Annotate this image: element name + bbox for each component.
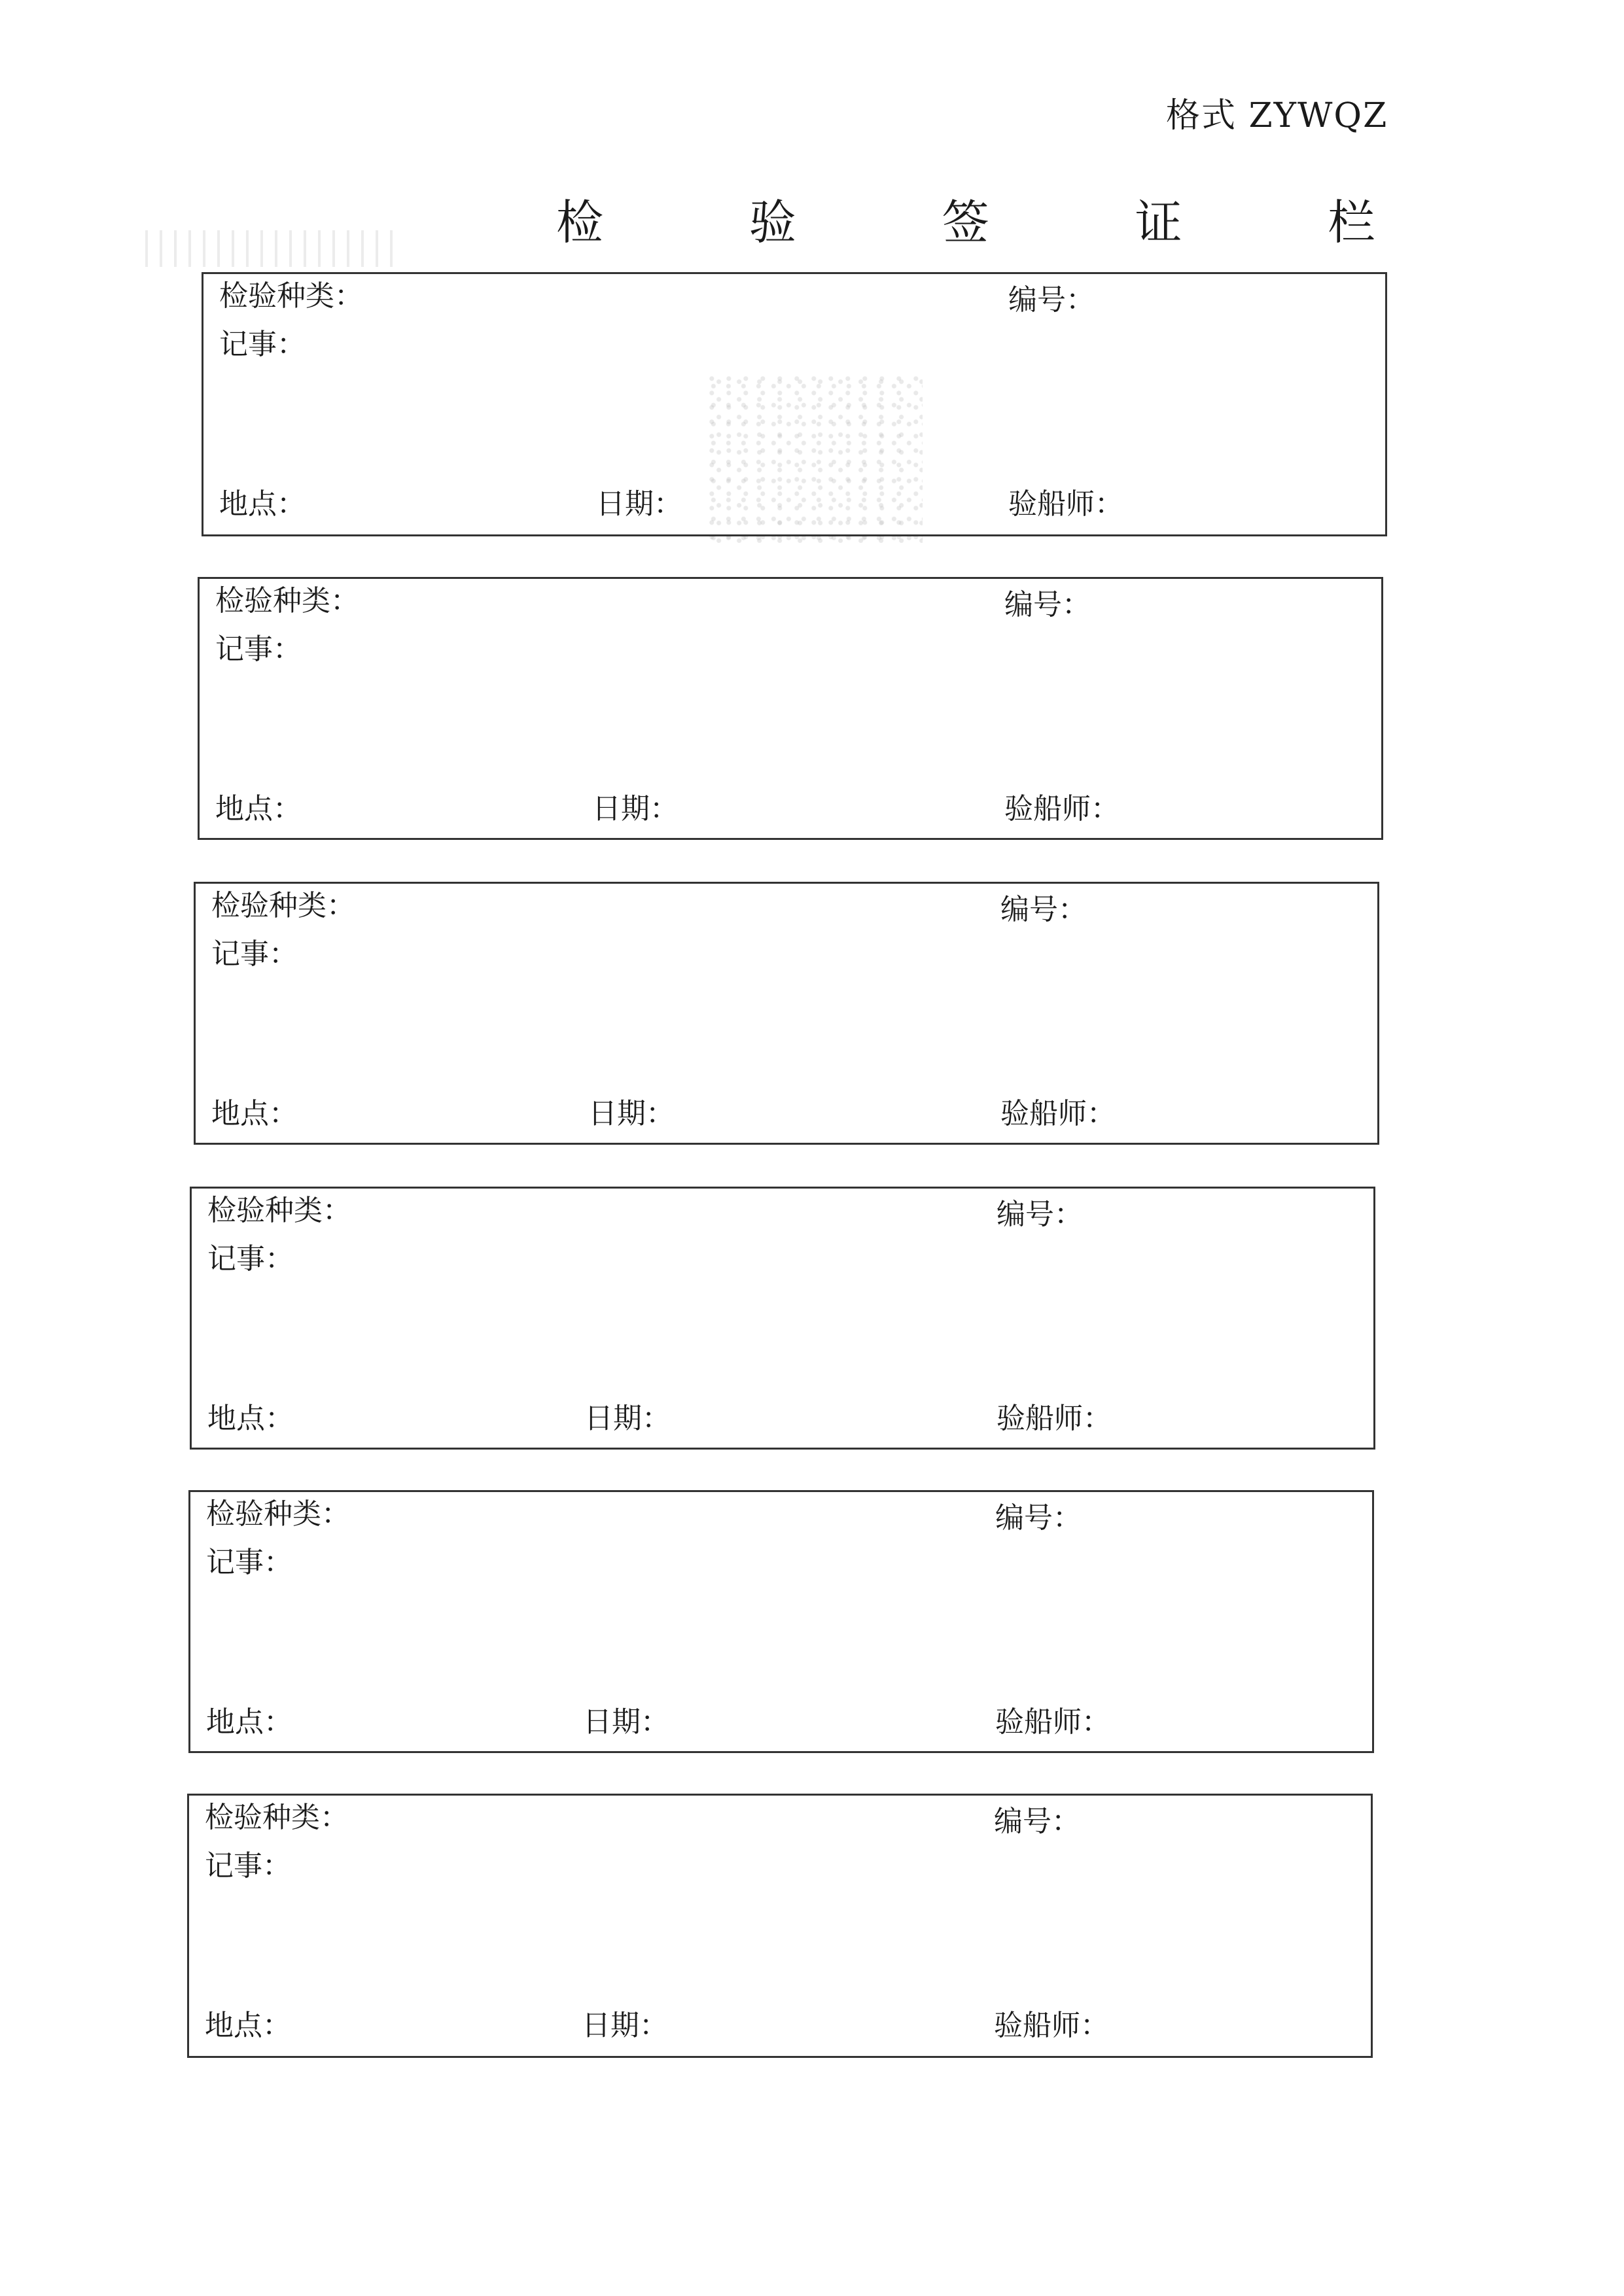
surveyor-label: 验船师： <box>997 1402 1112 1435</box>
surveyor-label: 验船师： <box>1004 792 1120 826</box>
surveyor-label: 验船师： <box>994 2009 1109 2042</box>
serial-number-label: 编号： <box>1008 283 1095 317</box>
date-label: 日期： <box>582 2009 668 2042</box>
place-label: 地点： <box>219 487 306 521</box>
serial-number-label: 编号： <box>1004 588 1091 621</box>
inspection-type-label: 检验种类： <box>206 1497 350 1531</box>
surveyor-label: 验船师： <box>1000 1097 1116 1130</box>
date-label: 日期： <box>588 1097 675 1130</box>
date-label: 日期： <box>584 1402 671 1435</box>
surveyor-label: 验船师： <box>1008 487 1123 521</box>
notes-label: 记事： <box>219 328 306 361</box>
date-label: 日期： <box>583 1705 669 1739</box>
inspection-record-4 <box>190 1187 1375 1450</box>
surveyor-label: 验船师： <box>995 1705 1110 1739</box>
inspection-record-6 <box>187 1794 1373 2058</box>
notes-label: 记事： <box>215 633 302 666</box>
inspection-type-label: 检验种类： <box>215 584 359 617</box>
notes-label: 记事： <box>211 937 298 971</box>
place-label: 地点： <box>211 1097 298 1130</box>
date-label: 日期： <box>596 487 682 521</box>
notes-label: 记事： <box>205 1849 291 1883</box>
serial-number-label: 编号： <box>994 1805 1080 1838</box>
inspection-record-1 <box>202 272 1387 536</box>
inspection-type-label: 检验种类： <box>205 1801 349 1834</box>
inspection-type-label: 检验种类： <box>219 279 363 313</box>
page-title: 检 验 签 证 栏 <box>556 195 1441 250</box>
place-label: 地点： <box>215 792 302 826</box>
inspection-record-2 <box>198 577 1383 840</box>
inspection-type-label: 检验种类： <box>207 1194 351 1227</box>
inspection-record-3 <box>194 882 1379 1145</box>
place-label: 地点： <box>206 1705 292 1739</box>
place-label: 地点： <box>205 2009 291 2042</box>
scan-noise <box>145 230 394 267</box>
format-code: 格式 ZYWQZ <box>1166 96 1388 135</box>
serial-number-label: 编号： <box>995 1501 1082 1535</box>
serial-number-label: 编号： <box>997 1198 1083 1231</box>
date-label: 日期： <box>592 792 679 826</box>
inspection-type-label: 检验种类： <box>211 889 355 922</box>
notes-label: 记事： <box>207 1242 294 1276</box>
place-label: 地点： <box>207 1402 294 1435</box>
inspection-record-5 <box>188 1490 1374 1753</box>
notes-label: 记事： <box>206 1546 292 1579</box>
serial-number-label: 编号： <box>1000 893 1087 926</box>
